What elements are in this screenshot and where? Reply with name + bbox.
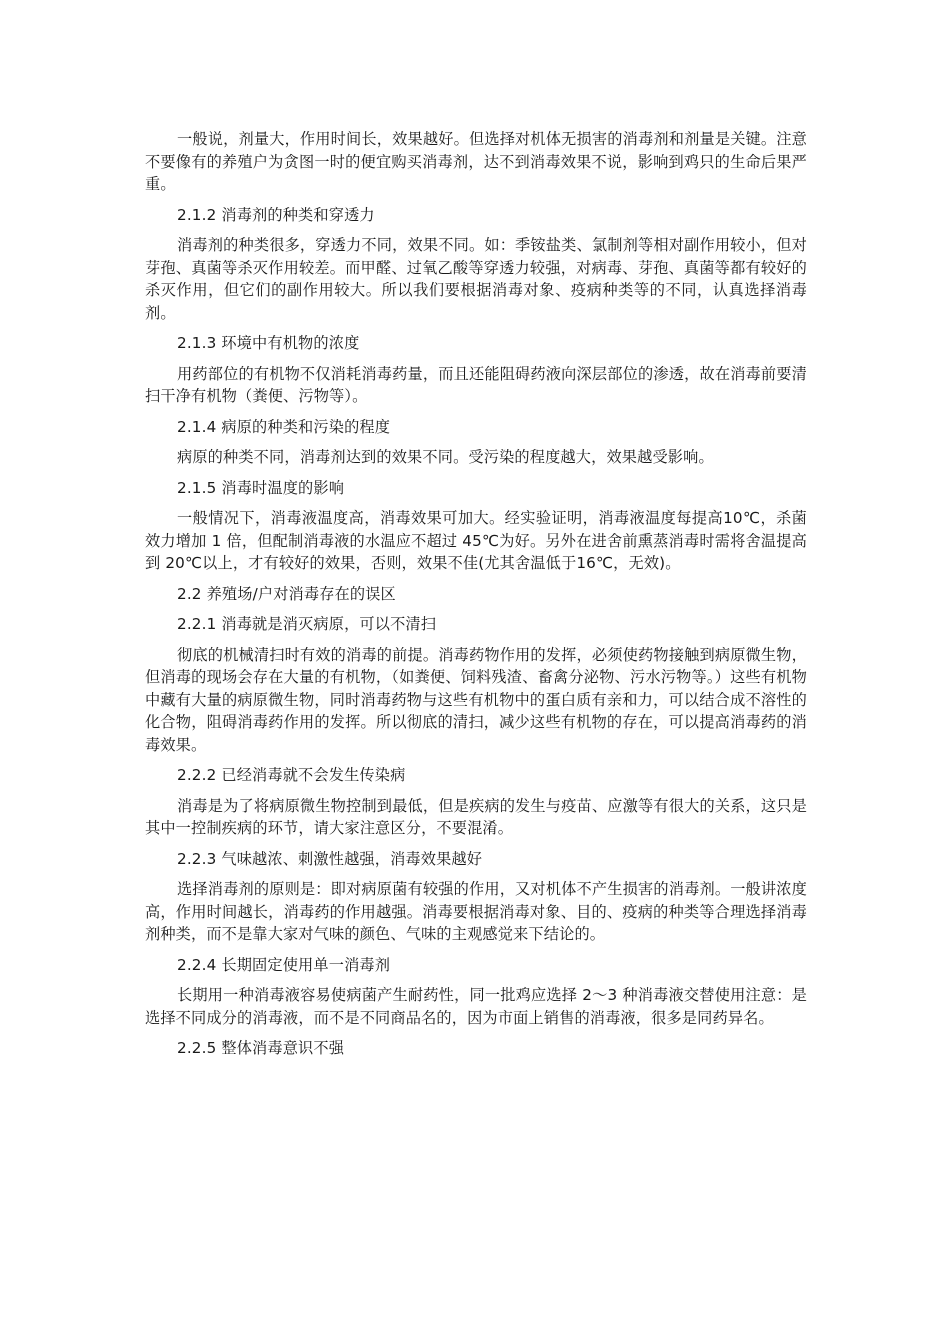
paragraph: 一般情况下，消毒液温度高，消毒效果可加大。经实验证明，消毒液温度每提高10℃，杀菌效力增加 1 倍，但配制消毒液的水温应不超过 45℃为好。另外在进舍前熏蒸消毒时需将舍温提高到 20℃以上，才有较好的效果，否则，效果不佳(尤其舍温低于16℃，无效)。 xyxy=(145,509,807,572)
section-heading: 2.2.5 整体消毒意识不强 xyxy=(177,1039,345,1057)
paragraph: 消毒剂的种类很多，穿透力不同，效果不同。如：季铵盐类、氯制剂等相对副作用较小，但对芽孢、真菌等杀灭作用较差。而甲醛、过氧乙酸等穿透力较强，对病毒、芽孢、真菌等都有较好的杀灭作用，但它们的副作用较大。所以我们要根据消毒对象、疫病种类等的不同，认真选择消毒剂。 xyxy=(145,236,807,322)
paragraph: 彻底的机械清扫时有效的消毒的前提。消毒药物作用的发挥，必须使药物接触到病原微生物，但消毒的现场会存在大量的有机物，（如粪便、饲料残渣、畜禽分泌物、污水污物等。）这些有机物中藏有大量的病原微生物，同时消毒药物与这些有机物中的蛋白质有亲和力，可以结合成不溶性的化合物，阻碍消毒药作用的发挥。所以彻底的清扫，减少这些有机物的存在，可以提高消毒药的消毒效果。 xyxy=(145,645,807,754)
section-heading: 2.1.5 消毒时温度的影响 xyxy=(177,478,345,497)
paragraph: 病原的种类不同，消毒剂达到的效果不同。受污染的程度越大，效果越受影响。 xyxy=(177,448,714,466)
section-heading: 2.1.3 环境中有机物的浓度 xyxy=(177,334,360,352)
paragraph: 用药部位的有机物不仅消耗消毒药量，而且还能阻碍药液向深层部位的渗透，故在消毒前要清扫干净有机物（粪便、污物等）。 xyxy=(145,364,807,405)
document-page xyxy=(145,128,807,1068)
section-heading: 2.2 养殖场/户对消毒存在的误区 xyxy=(177,584,396,603)
section-heading: 2.2.1 消毒就是消灭病原，可以不清扫 xyxy=(177,615,437,633)
section-heading: 2.2.4 长期固定使用单一消毒剂 xyxy=(177,955,391,974)
paragraph: 长期用一种消毒液容易使病菌产生耐药性，同一批鸡应选择 2～3 种消毒液交替使用注意：是选择不同成分的消毒液，而不是不同商品名的，因为市面上销售的消毒液，很多是同药异名。 xyxy=(145,986,807,1027)
section-heading: 2.2.2 已经消毒就不会发生传染病 xyxy=(177,766,406,784)
section-heading: 2.1.2 消毒剂的种类和穿透力 xyxy=(177,205,375,224)
section-heading: 2.2.3 气味越浓、刺激性越强，消毒效果越好 xyxy=(177,849,483,868)
paragraph: 消毒是为了将病原微生物控制到最低，但是疾病的发生与疫苗、应激等有很大的关系，这只是其中一控制疾病的环节，请大家注意区分，不要混淆。 xyxy=(145,796,807,837)
paragraph: 选择消毒剂的原则是：即对病原菌有较强的作用，又对机体不产生损害的消毒剂。一般讲浓度高，作用时间越长，消毒药的作用越强。消毒要根据消毒对象、目的、疫病的种类等合理选择消毒剂种类，而不是靠大家对气味的颜色、气味的主观感觉来下结论的。 xyxy=(145,880,807,943)
paragraph: 一般说，剂量大，作用时间长，效果越好。但选择对机体无损害的消毒剂和剂量是关键。注意不要像有的养殖户为贪图一时的便宜购买消毒剂，达不到消毒效果不说，影响到鸡只的生命后果严重。 xyxy=(145,130,807,193)
section-heading: 2.1.4 病原的种类和污染的程度 xyxy=(177,417,391,436)
